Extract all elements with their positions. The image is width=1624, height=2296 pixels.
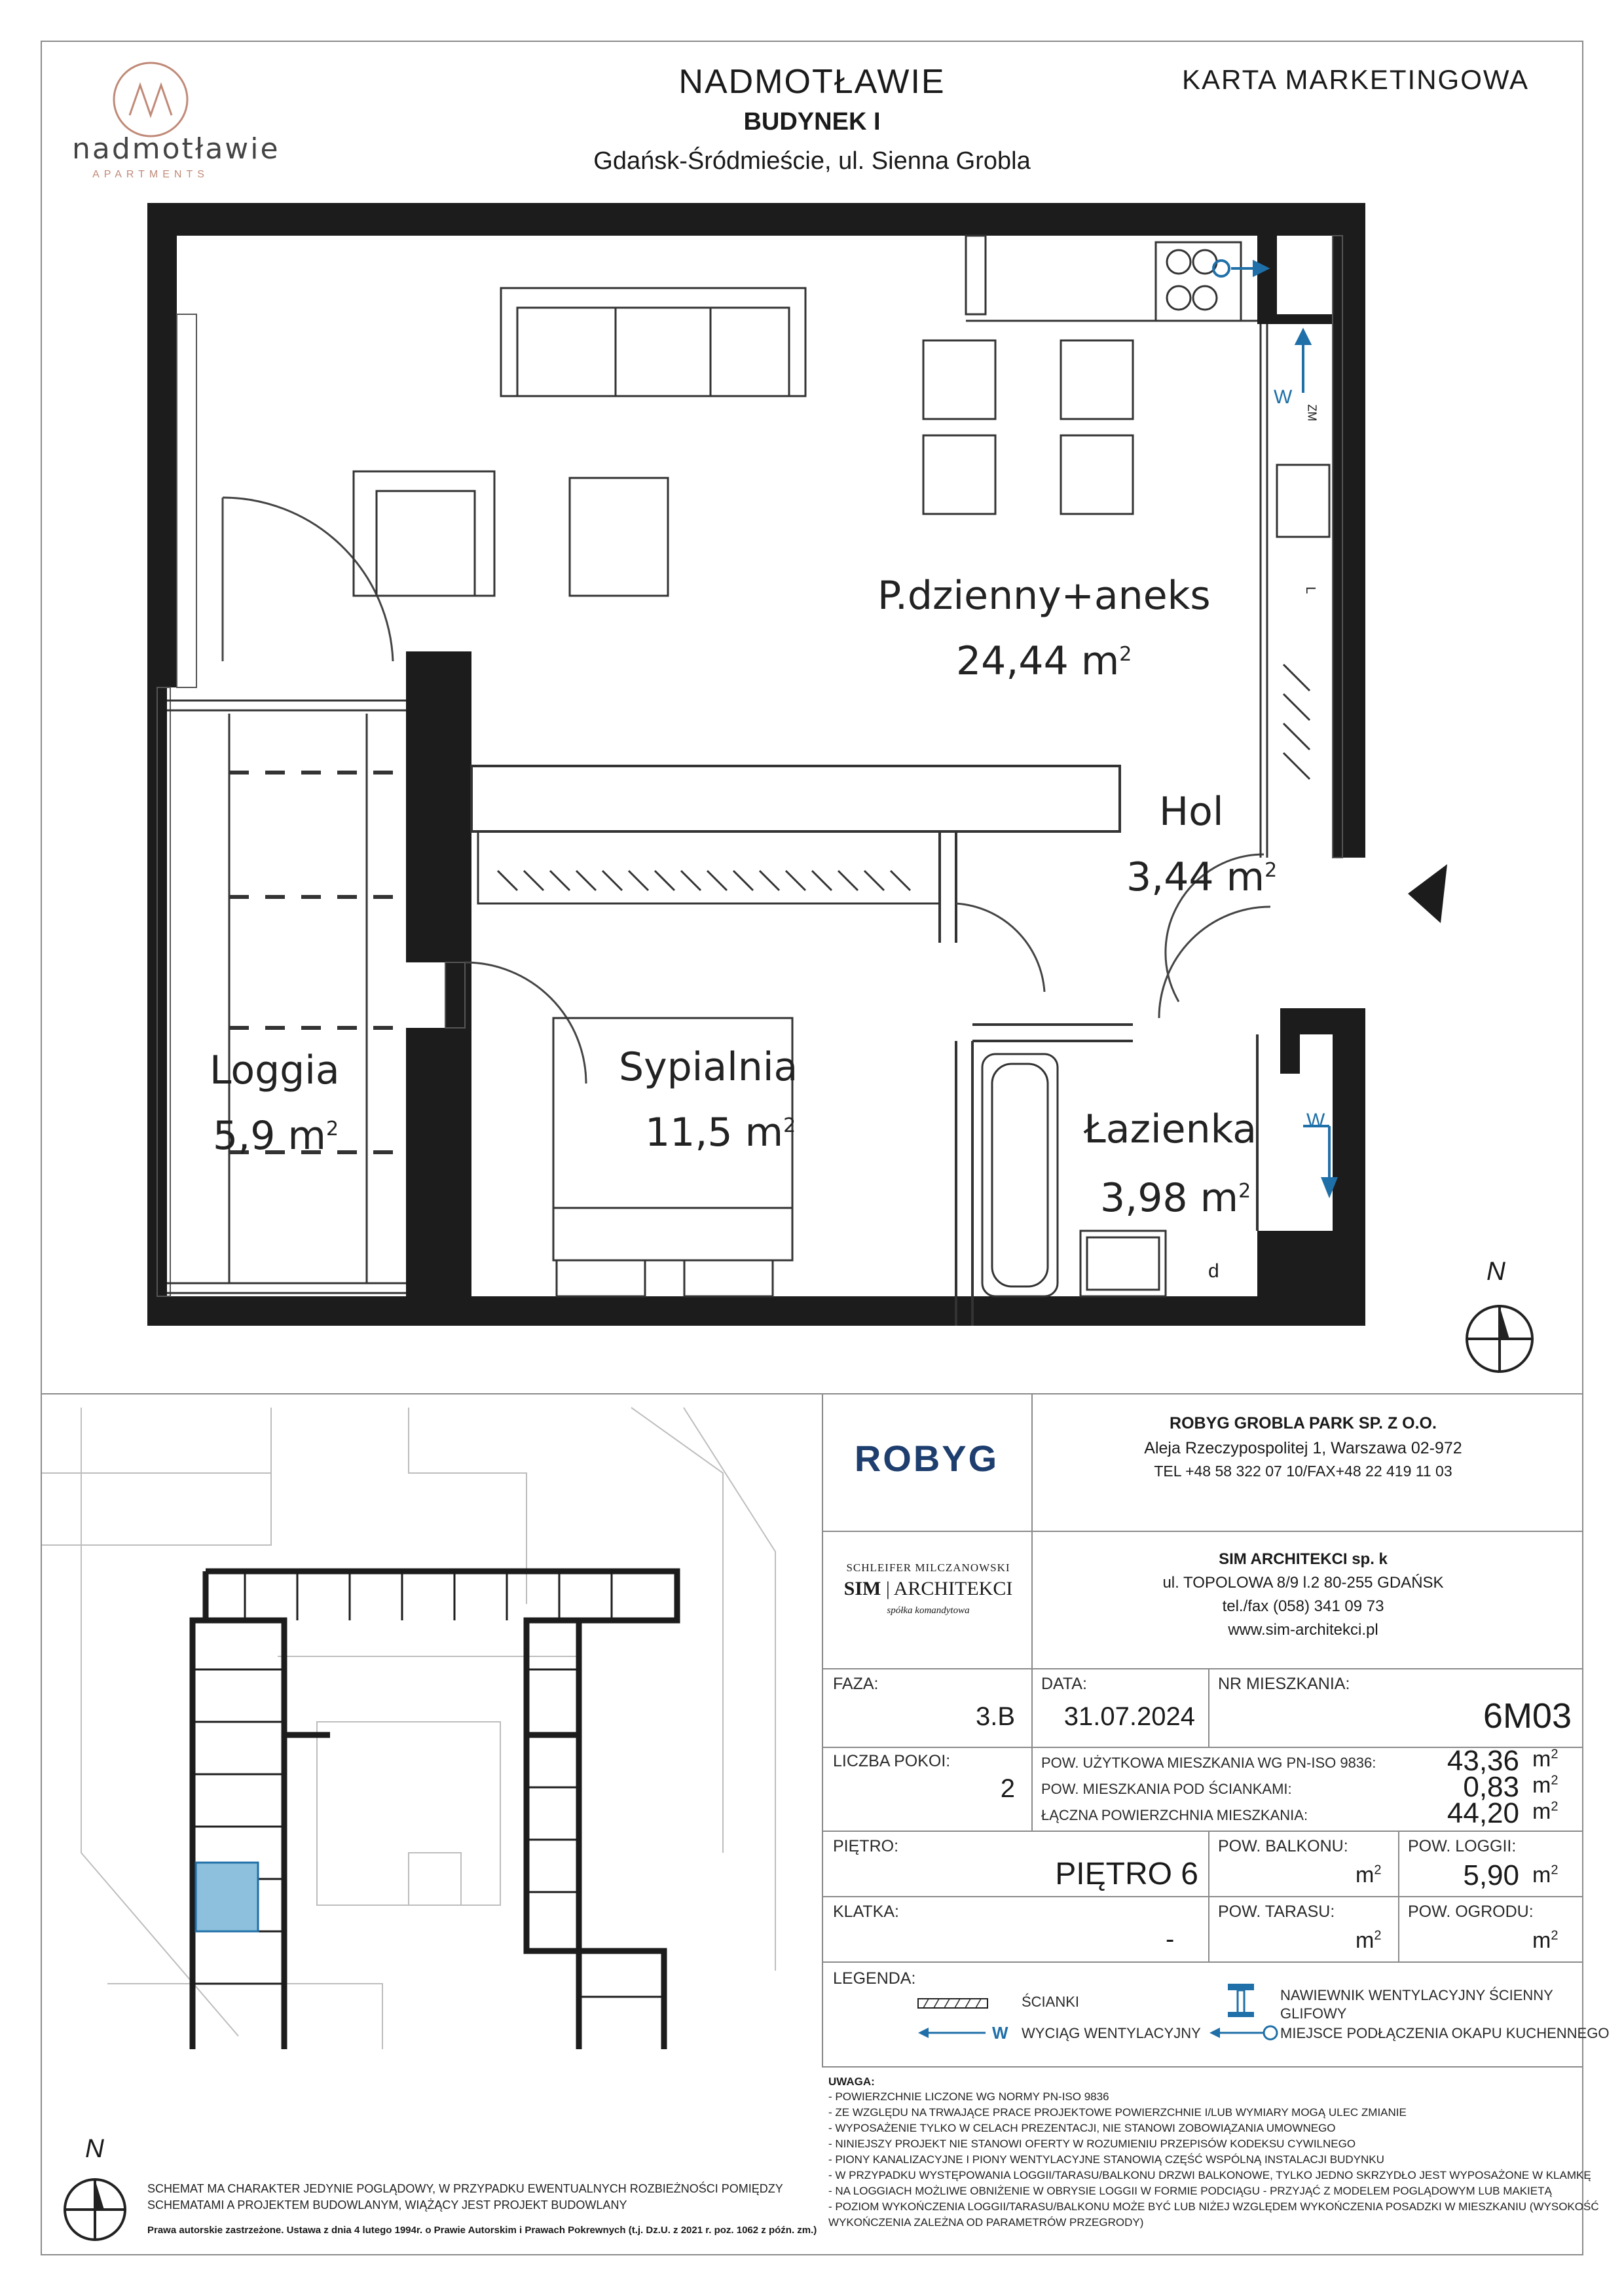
legend-title: LEGENDA: bbox=[833, 1969, 916, 1988]
room-living-name: P.dzienny+aneks bbox=[877, 573, 1211, 619]
divider-info-left bbox=[822, 1393, 823, 2068]
taras-unit: $m^2$ bbox=[1356, 1928, 1382, 1953]
legend-exhaust: WYCIĄG WENTYLACYJNY bbox=[1022, 2025, 1201, 2041]
vent-mark-kitchen: W bbox=[1274, 386, 1293, 408]
pow-uzytkowa-value: 43,36 bbox=[1447, 1745, 1519, 1777]
room-loggia-area: 5,9 $m^2$ bbox=[213, 1113, 339, 1159]
room-bathroom-name: Łazienka bbox=[1084, 1106, 1257, 1152]
loggia-unit: $m^2$ bbox=[1532, 1863, 1559, 1887]
site-compass-icon bbox=[56, 2170, 134, 2249]
dishwasher-mark: L bbox=[1303, 586, 1318, 594]
fridge-mark: ZM bbox=[1305, 404, 1319, 422]
note-item: - WYPOSAŻENIE TYLKO W CELACH PREZENTACJI, NIE STANOWI ZOBOWIĄZANIA UMOWNEGO bbox=[828, 2122, 1336, 2134]
vent-mark-bath: W bbox=[1306, 1110, 1325, 1131]
pow-scianki-label: POW. MIESZKANIA POD ŚCIANKAMI: bbox=[1041, 1781, 1292, 1797]
data-label: DATA: bbox=[1041, 1675, 1087, 1693]
pokoje-label: LICZBA POKOI: bbox=[833, 1752, 951, 1770]
hood-connection-icon bbox=[1208, 2023, 1280, 2043]
note-item: - NINIEJSZY PROJEKT NIE STANOWI OFERTY W ROZUMIENIU PRZEPISÓW KODEKSU CYWILNEGO bbox=[828, 2138, 1356, 2150]
exhaust-vent-icon bbox=[917, 2023, 989, 2043]
notes-title: UWAGA: bbox=[828, 2075, 875, 2088]
note-item: - POZIOM WYKOŃCZENIA LOGGII/TARASU/BALKONU MOŻE BYĆ LUB NIŻEJ WZGLĘDEM WYKOŃCZENIA POSADZKI W MIESZKANIU (WYSOKOŚĆ bbox=[828, 2200, 1599, 2213]
project-title: NADMOTŁAWIE bbox=[678, 63, 946, 101]
ogrod-label: POW. OGRODU: bbox=[1408, 1903, 1534, 1921]
balkon-label: POW. BALKONU: bbox=[1218, 1837, 1348, 1855]
legend-hood: MIEJSCE PODŁĄCZENIA OKAPU KUCHENNEGO bbox=[1280, 2025, 1610, 2041]
divider-dev bbox=[822, 1531, 1583, 1532]
pokoje-value: 2 bbox=[1000, 1774, 1015, 1803]
divider-arch bbox=[822, 1668, 1583, 1669]
note-item: - PIONY KANALIZACYJNE I PIONY WENTYLACYJNE STANOWIĄ CZĘŚĆ WSPÓLNĄ INSTALACJI BUDYNKU bbox=[828, 2153, 1384, 2166]
pow-scianki-unit: $m^2$ bbox=[1532, 1773, 1559, 1798]
pietro-label: PIĘTRO: bbox=[833, 1837, 899, 1855]
apartment-highlight bbox=[196, 1863, 258, 1931]
balkon-unit: $m^2$ bbox=[1356, 1863, 1382, 1887]
developer-name: ROBYG GROBLA PARK SP. Z O.O. bbox=[1170, 1414, 1437, 1432]
legend-exhaust-mark: W bbox=[992, 2023, 1008, 2043]
nr-label: NR MIESZKANIA: bbox=[1218, 1675, 1350, 1693]
room-hall-name: Hol bbox=[1159, 789, 1224, 835]
note-item: - POWIERZCHNIE LICZONE WG NORMY PN-ISO 9836 bbox=[828, 2090, 1109, 2103]
pietro-value: PIĘTRO 6 bbox=[1055, 1857, 1198, 1891]
taras-label: POW. TARASU: bbox=[1218, 1903, 1335, 1921]
note-item: WYKOŃCZENIA ZALEŻNA OD PARAMETRÓW PRZEGRODY) bbox=[828, 2216, 1144, 2229]
nr-value: 6M03 bbox=[1483, 1696, 1572, 1736]
loggia-label: POW. LOGGII: bbox=[1408, 1837, 1517, 1855]
grid-v5 bbox=[1398, 1831, 1399, 1961]
loggia-value: 5,90 bbox=[1463, 1859, 1519, 1891]
room-loggia-name: Loggia bbox=[210, 1048, 340, 1093]
wall-vent-icon bbox=[1225, 1980, 1257, 2020]
pow-uzytkowa-label: POW. UŻYTKOWA MIESZKANIA WG PN-ISO 9836: bbox=[1041, 1755, 1376, 1771]
legend-partition: ŚCIANKI bbox=[1022, 1994, 1080, 2010]
partition-wall-icon bbox=[917, 1994, 989, 2013]
developer-address: Aleja Rzeczypospolitej 1, Warszawa 02-972 bbox=[1144, 1439, 1462, 1457]
grid-h3 bbox=[822, 1896, 1583, 1897]
pow-uzytkowa-unit: $m^2$ bbox=[1532, 1747, 1559, 1772]
pow-laczna-unit: $m^2$ bbox=[1532, 1799, 1559, 1824]
site-plan bbox=[42, 1394, 821, 2049]
note-item: - ZE WZGLĘDU NA TRWAJĄCE PRACE PROJEKTOWE POWIERZCHNIE I/LUB WYMIARY MOGĄ ULEC ZMIANIE bbox=[828, 2106, 1407, 2119]
north-label-plan: N bbox=[1486, 1257, 1505, 1286]
divider-info-bottom bbox=[822, 2066, 1583, 2068]
grid-h2 bbox=[822, 1831, 1583, 1832]
grid-v3 bbox=[1031, 1747, 1033, 1831]
klatka-label: KLATKA: bbox=[833, 1903, 899, 1921]
compass-icon bbox=[1457, 1296, 1542, 1381]
grid-v1 bbox=[1031, 1668, 1033, 1747]
robyg-logo: ROBYG bbox=[854, 1438, 999, 1479]
logo-name: nadmotławie bbox=[72, 132, 280, 166]
room-bathroom-area: 3,98 $m^2$ bbox=[1100, 1175, 1251, 1221]
pow-scianki-value: 0,83 bbox=[1463, 1771, 1519, 1803]
room-bedroom-area: 11,5 $m^2$ bbox=[645, 1110, 796, 1156]
arch-logo-top: SCHLEIFER MILCZANOWSKI bbox=[846, 1561, 1010, 1574]
grid-v2 bbox=[1208, 1668, 1209, 1747]
architect-web: www.sim-architekci.pl bbox=[1228, 1621, 1378, 1639]
room-living-area: 24,44 $m^2$ bbox=[956, 638, 1132, 684]
note-item: - W PRZYPADKU WYSTĘPOWANIA LOGGII/TARASU/BALKONU DRZWI BALKONOWE, TYLKO JEDNO SKRZYDŁO JEST WYPOSAŻONE W KLAMKĘ bbox=[828, 2169, 1591, 2181]
room-bedroom-name: Sypialnia bbox=[619, 1044, 798, 1090]
architect-name: SIM ARCHITEKCI sp. k bbox=[1219, 1550, 1388, 1568]
architect-phone: tel./fax (058) 341 09 73 bbox=[1222, 1597, 1384, 1615]
card-title: KARTA MARKETINGOWA bbox=[1182, 64, 1529, 95]
grid-h4 bbox=[822, 1961, 1583, 1963]
schema-note-2: SCHEMATAMI A PROJEKTEM BUDOWLANYM, WIĄŻĄCY JEST PROJEKT BUDOWLANY bbox=[147, 2198, 627, 2212]
ogrod-unit: $m^2$ bbox=[1532, 1928, 1559, 1953]
taras-dash: - bbox=[1166, 1925, 1175, 1954]
arch-logo-main: SIM | ARCHITEKCI bbox=[843, 1578, 1013, 1599]
washer-mark: d bbox=[1208, 1260, 1219, 1282]
logo-sub: APARTMENTS bbox=[92, 169, 209, 180]
note-item: - NA LOGGIACH MOŻLIWE OBNIŻENIE W OBRYSIE LOGGII W FORMIE PODCIĄGU - PRZYJĄĆ Z MODELEM POGLĄDOWYM LUB MAKIETĄ bbox=[828, 2185, 1552, 2197]
building-title: BUDYNEK I bbox=[743, 108, 881, 136]
copyright: Prawa autorskie zastrzeżone. Ustawa z dnia 4 lutego 1994r. o Prawie Autorskim i Prawach Pokrewnych (t.j. Dz.U. z 2021 r. poz. 1062 z późn. zm.) bbox=[147, 2225, 817, 2236]
address: Gdańsk-Śródmieście, ul. Sienna Grobla bbox=[593, 147, 1031, 175]
pow-laczna-value: 44,20 bbox=[1447, 1797, 1519, 1829]
north-label-site: N bbox=[85, 2134, 104, 2163]
data-value: 31.07.2024 bbox=[1063, 1702, 1195, 1731]
architect-address: ul. TOPOLOWA 8/9 l.2 80-255 GDAŃSK bbox=[1162, 1574, 1444, 1592]
pow-laczna-label: ŁĄCZNA POWIERZCHNIA MIESZKANIA: bbox=[1041, 1807, 1308, 1823]
room-hall-area: 3,44 $m^2$ bbox=[1126, 854, 1278, 900]
schema-note-1: SCHEMAT MA CHARAKTER JEDYNIE POGLĄDOWY, W PRZYPADKU EWENTUALNYCH ROZBIEŻNOŚCI POMIĘDZY bbox=[147, 2182, 783, 2195]
grid-v4 bbox=[1208, 1831, 1209, 1961]
developer-phone: TEL +48 58 322 07 10/FAX+48 22 419 11 03 bbox=[1154, 1463, 1452, 1480]
arch-logo-sub: spółka komandytowa bbox=[887, 1605, 970, 1616]
legend-wall-vent-2: GLIFOWY bbox=[1280, 2005, 1347, 2022]
faza-value: 3.B bbox=[975, 1702, 1015, 1731]
faza-label: FAZA: bbox=[833, 1675, 879, 1693]
legend-wall-vent-1: NAWIEWNIK WENTYLACYJNY ŚCIENNY bbox=[1280, 1987, 1553, 2003]
